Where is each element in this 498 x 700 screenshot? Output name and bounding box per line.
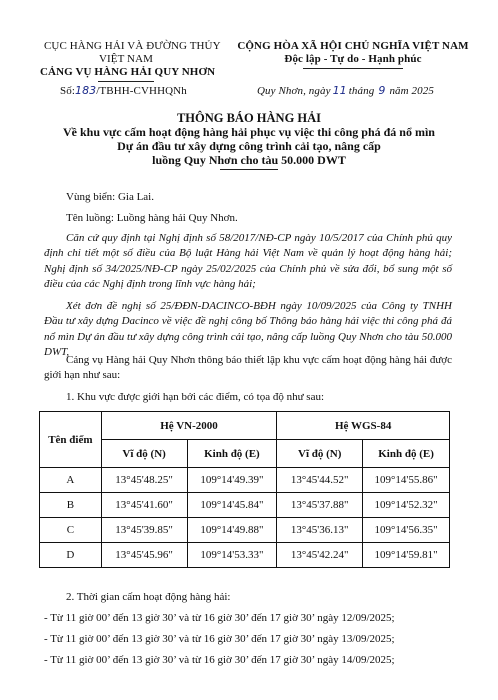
notice-subject-line3: luồng Quy Nhơn cho tàu 50.000 DWT <box>152 153 346 167</box>
doc-number-prefix: Số: <box>60 85 75 97</box>
point-cell: D <box>40 543 102 568</box>
vn-lon-cell: 109°14'53.33" <box>187 543 277 568</box>
vn-lat-cell: 13°45'48.25" <box>101 468 187 493</box>
agency-country: VIỆT NAM <box>98 53 154 65</box>
notice-title: THÔNG BÁO HÀNG HẢI <box>176 111 322 125</box>
header-wgs-lat: Vĩ độ (N) <box>277 440 363 468</box>
office-name: CẢNG VỤ HÀNG HẢI QUY NHƠN <box>40 66 216 78</box>
nation-title: CỘNG HÒA XÃ HỘI CHỦ NGHĨA VIỆT NAM <box>237 40 469 52</box>
doc-number-suffix: /TBHH-CVHHQNh <box>96 85 187 97</box>
office-underline <box>98 81 154 82</box>
schedule-item: - Từ 11 giờ 00’ đến 13 giờ 30’ và từ 16 giờ 30’ đến 17 giờ 30’ ngày 13/09/2025; <box>44 633 395 645</box>
vn-lon-cell: 109°14'45.84" <box>187 493 277 518</box>
table-subheader-row <box>40 440 450 468</box>
date-year: năm 2025 <box>389 85 434 97</box>
doc-number-handwritten: 183 <box>74 84 97 97</box>
section-1-heading: 1. Khu vực được giới hạn bởi các điểm, có tọa độ như sau: <box>66 391 325 403</box>
national-motto: Độc lập - Tự do - Hạnh phúc <box>284 53 422 65</box>
table-row <box>40 543 450 568</box>
header-point: Tên điểm <box>40 412 102 468</box>
date-place: Quy Nhơn, ngày <box>257 85 331 97</box>
header-wgs84: Hệ WGS-84 <box>277 412 450 440</box>
section-2-heading: 2. Thời gian cấm hoạt động hàng hải: <box>66 591 231 603</box>
title-underline <box>220 169 278 170</box>
date-month: 9 <box>378 84 386 97</box>
header-vn2000: Hệ VN-2000 <box>101 412 277 440</box>
sea-area: Vùng biển: Gia Lai. <box>66 191 154 203</box>
vn-lat-cell: 13°45'45.96" <box>101 543 187 568</box>
table-row <box>40 468 450 493</box>
point-cell: C <box>40 518 102 543</box>
header-vn-lon: Kinh độ (E) <box>187 440 277 468</box>
wgs-lon-cell: 109°14'59.81" <box>363 543 450 568</box>
coordinates-table <box>39 411 450 568</box>
schedule-item: - Từ 11 giờ 00’ đến 13 giờ 30’ và từ 16 giờ 30’ đến 17 giờ 30’ ngày 12/09/2025; <box>44 612 395 624</box>
schedule-item: - Từ 11 giờ 00’ đến 13 giờ 30’ và từ 16 giờ 30’ đến 17 giờ 30’ ngày 14/09/2025; <box>44 654 395 666</box>
wgs-lat-cell: 13°45'44.52" <box>277 468 363 493</box>
date-month-label: tháng <box>348 85 375 97</box>
motto-underline <box>303 68 403 69</box>
vn-lon-cell: 109°14'49.88" <box>187 518 277 543</box>
table-row <box>40 493 450 518</box>
vn-lat-cell: 13°45'39.85" <box>101 518 187 543</box>
table-header-row <box>40 412 450 440</box>
wgs-lon-cell: 109°14'56.35" <box>363 518 450 543</box>
point-cell: B <box>40 493 102 518</box>
announcement-paragraph: Cảng vụ Hàng hải Quy Nhơn thông báo thiết lập khu vực cấm hoạt động hàng hải được giới hạn như sau: <box>44 354 452 382</box>
request-paragraph: Xét đơn đề nghị số 25/ĐĐN-DACINCO-BĐH ngày 10/09/2025 của Công ty TNHH Đầu tư xây dựng Dacinco về việc đề nghị công bố Thông báo hàng hải việc thi công phá đá nổ mìn Dự án đầu tư xây dựng công trình cải tạo, nâng cấp luồng Quy Nhơn cho tàu 50.000 DWT, <box>44 300 452 358</box>
wgs-lat-cell: 13°45'37.88" <box>277 493 363 518</box>
header-wgs-lon: Kinh độ (E) <box>363 440 450 468</box>
agency-name: CỤC HÀNG HẢI VÀ ĐƯỜNG THỦY <box>44 40 221 52</box>
wgs-lon-cell: 109°14'52.32" <box>363 493 450 518</box>
wgs-lon-cell: 109°14'55.86" <box>363 468 450 493</box>
vn-lat-cell: 13°45'41.60" <box>101 493 187 518</box>
header-vn-lat: Vĩ độ (N) <box>101 440 187 468</box>
date-day: 11 <box>332 84 347 97</box>
wgs-lat-cell: 13°45'42.24" <box>277 543 363 568</box>
date-line <box>257 84 434 97</box>
wgs-lat-cell: 13°45'36.13" <box>277 518 363 543</box>
notice-subject-line1: Về khu vực cấm hoạt động hàng hải phục vụ việc thi công phá đá nổ mìn <box>63 125 435 139</box>
vn-lon-cell: 109°14'49.39" <box>187 468 277 493</box>
channel-name: Tên luồng: Luồng hàng hải Quy Nhơn. <box>66 212 238 224</box>
notice-subject-line2: Dự án đầu tư xây dựng công trình cải tạo, nâng cấp <box>117 139 381 153</box>
point-cell: A <box>40 468 102 493</box>
legal-basis-paragraph: Căn cứ quy định tại Nghị định số 58/2017/NĐ-CP ngày 10/5/2017 của Chính phủ quy định chi tiết một số điều của Bộ luật Hàng hải Việt Nam về quản lý hoạt động hàng hải; Nghị định số 34/2025/NĐ-CP ngày 25/02/2025 của Chính phủ về sửa đổi, bổ sung một số điều của các Nghị định trong lĩnh vực hàng hải; <box>44 232 452 290</box>
doc-number <box>60 84 187 97</box>
table-row <box>40 518 450 543</box>
